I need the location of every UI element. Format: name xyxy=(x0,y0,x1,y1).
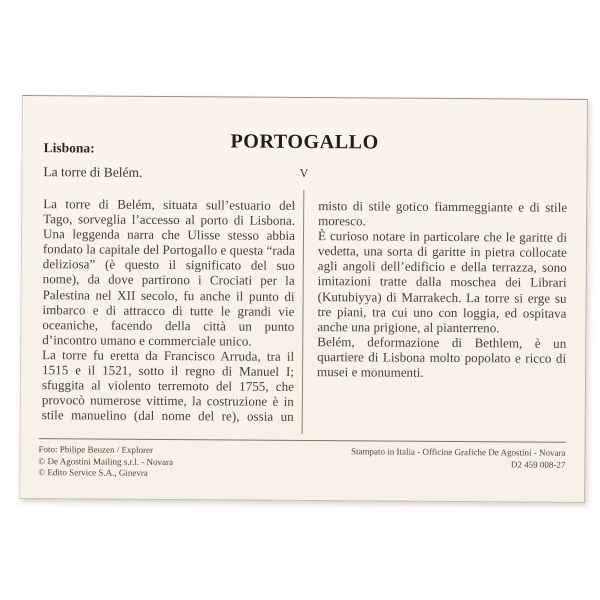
print-info-line: Stampato in Italia - Officine Grafiche De Agostini - Novara xyxy=(350,446,566,458)
print-info xyxy=(351,446,566,482)
subject-block xyxy=(43,140,293,182)
paragraph: La torre fu eretta da Francisco Arruda, tra il 1515 e il 1521, sotto il regno di Manuel I; sfuggita al violento terremoto del 1755, che provocò numerose vittime, la costruzione è in stile manuelino (dal nome del re), ossia un xyxy=(41,347,295,425)
series-numeral: V xyxy=(299,165,310,181)
footer-rule xyxy=(39,438,566,443)
catalog-code: D2 459 008-27 xyxy=(510,458,566,470)
paragraph: È curioso notare in particolare che le garitte di vedetta, una sorta di garitte in pietra collocate agli angoli dell’edificio e della terrazza, sono imitazioni tratte dalla moschea dei Librari (Kutubiyya) di Marrakech. La torre si erge su tre piani, tra cui uno con loggia, ed ospitava anche una prigione, al pianterreno. xyxy=(317,228,568,336)
photo-credits xyxy=(38,444,173,479)
card-title: PORTOGALLO xyxy=(230,130,379,154)
credit-line: © De Agostini Mailing s.r.l. - Novara xyxy=(38,455,174,467)
paragraph: misto di stile gotico fiammeggiante e di stile moresco. xyxy=(318,198,568,229)
location-label: Lisbona: xyxy=(43,140,95,156)
paragraph: La torre di Belém, situata sull’estuario del Tago, sorveglia l’accesso al porto di Lisbona. Una leggenda narra che Ulisse stesso abbia fondato la capitale del Portogallo e questa “rada deliziosa” (è questo il significato del suo nome), da dove partirono i Crociati per la Palestina nel XII secolo, fu anche il punto di imbarco e di attracco di tutte le grandi vie oceaniche, facendo della città un punto d’incontro umano e commerciale unico. xyxy=(42,196,296,349)
left-column xyxy=(42,196,296,424)
right-column xyxy=(317,198,568,426)
credit-line: Foto: Philipe Beuzen / Explorer xyxy=(38,444,154,455)
body-text xyxy=(42,196,568,426)
footer xyxy=(38,444,565,482)
postcard-back xyxy=(19,95,588,503)
credit-line: © Edito Service S.A., Ginevra xyxy=(38,467,148,478)
paragraph: Belém, deformazione di Bethlem, è un quartiere di Lisbona molto popolato e ricco di musei e monumenti. xyxy=(317,333,567,380)
subject-line: La torre di Belém. xyxy=(43,164,143,180)
